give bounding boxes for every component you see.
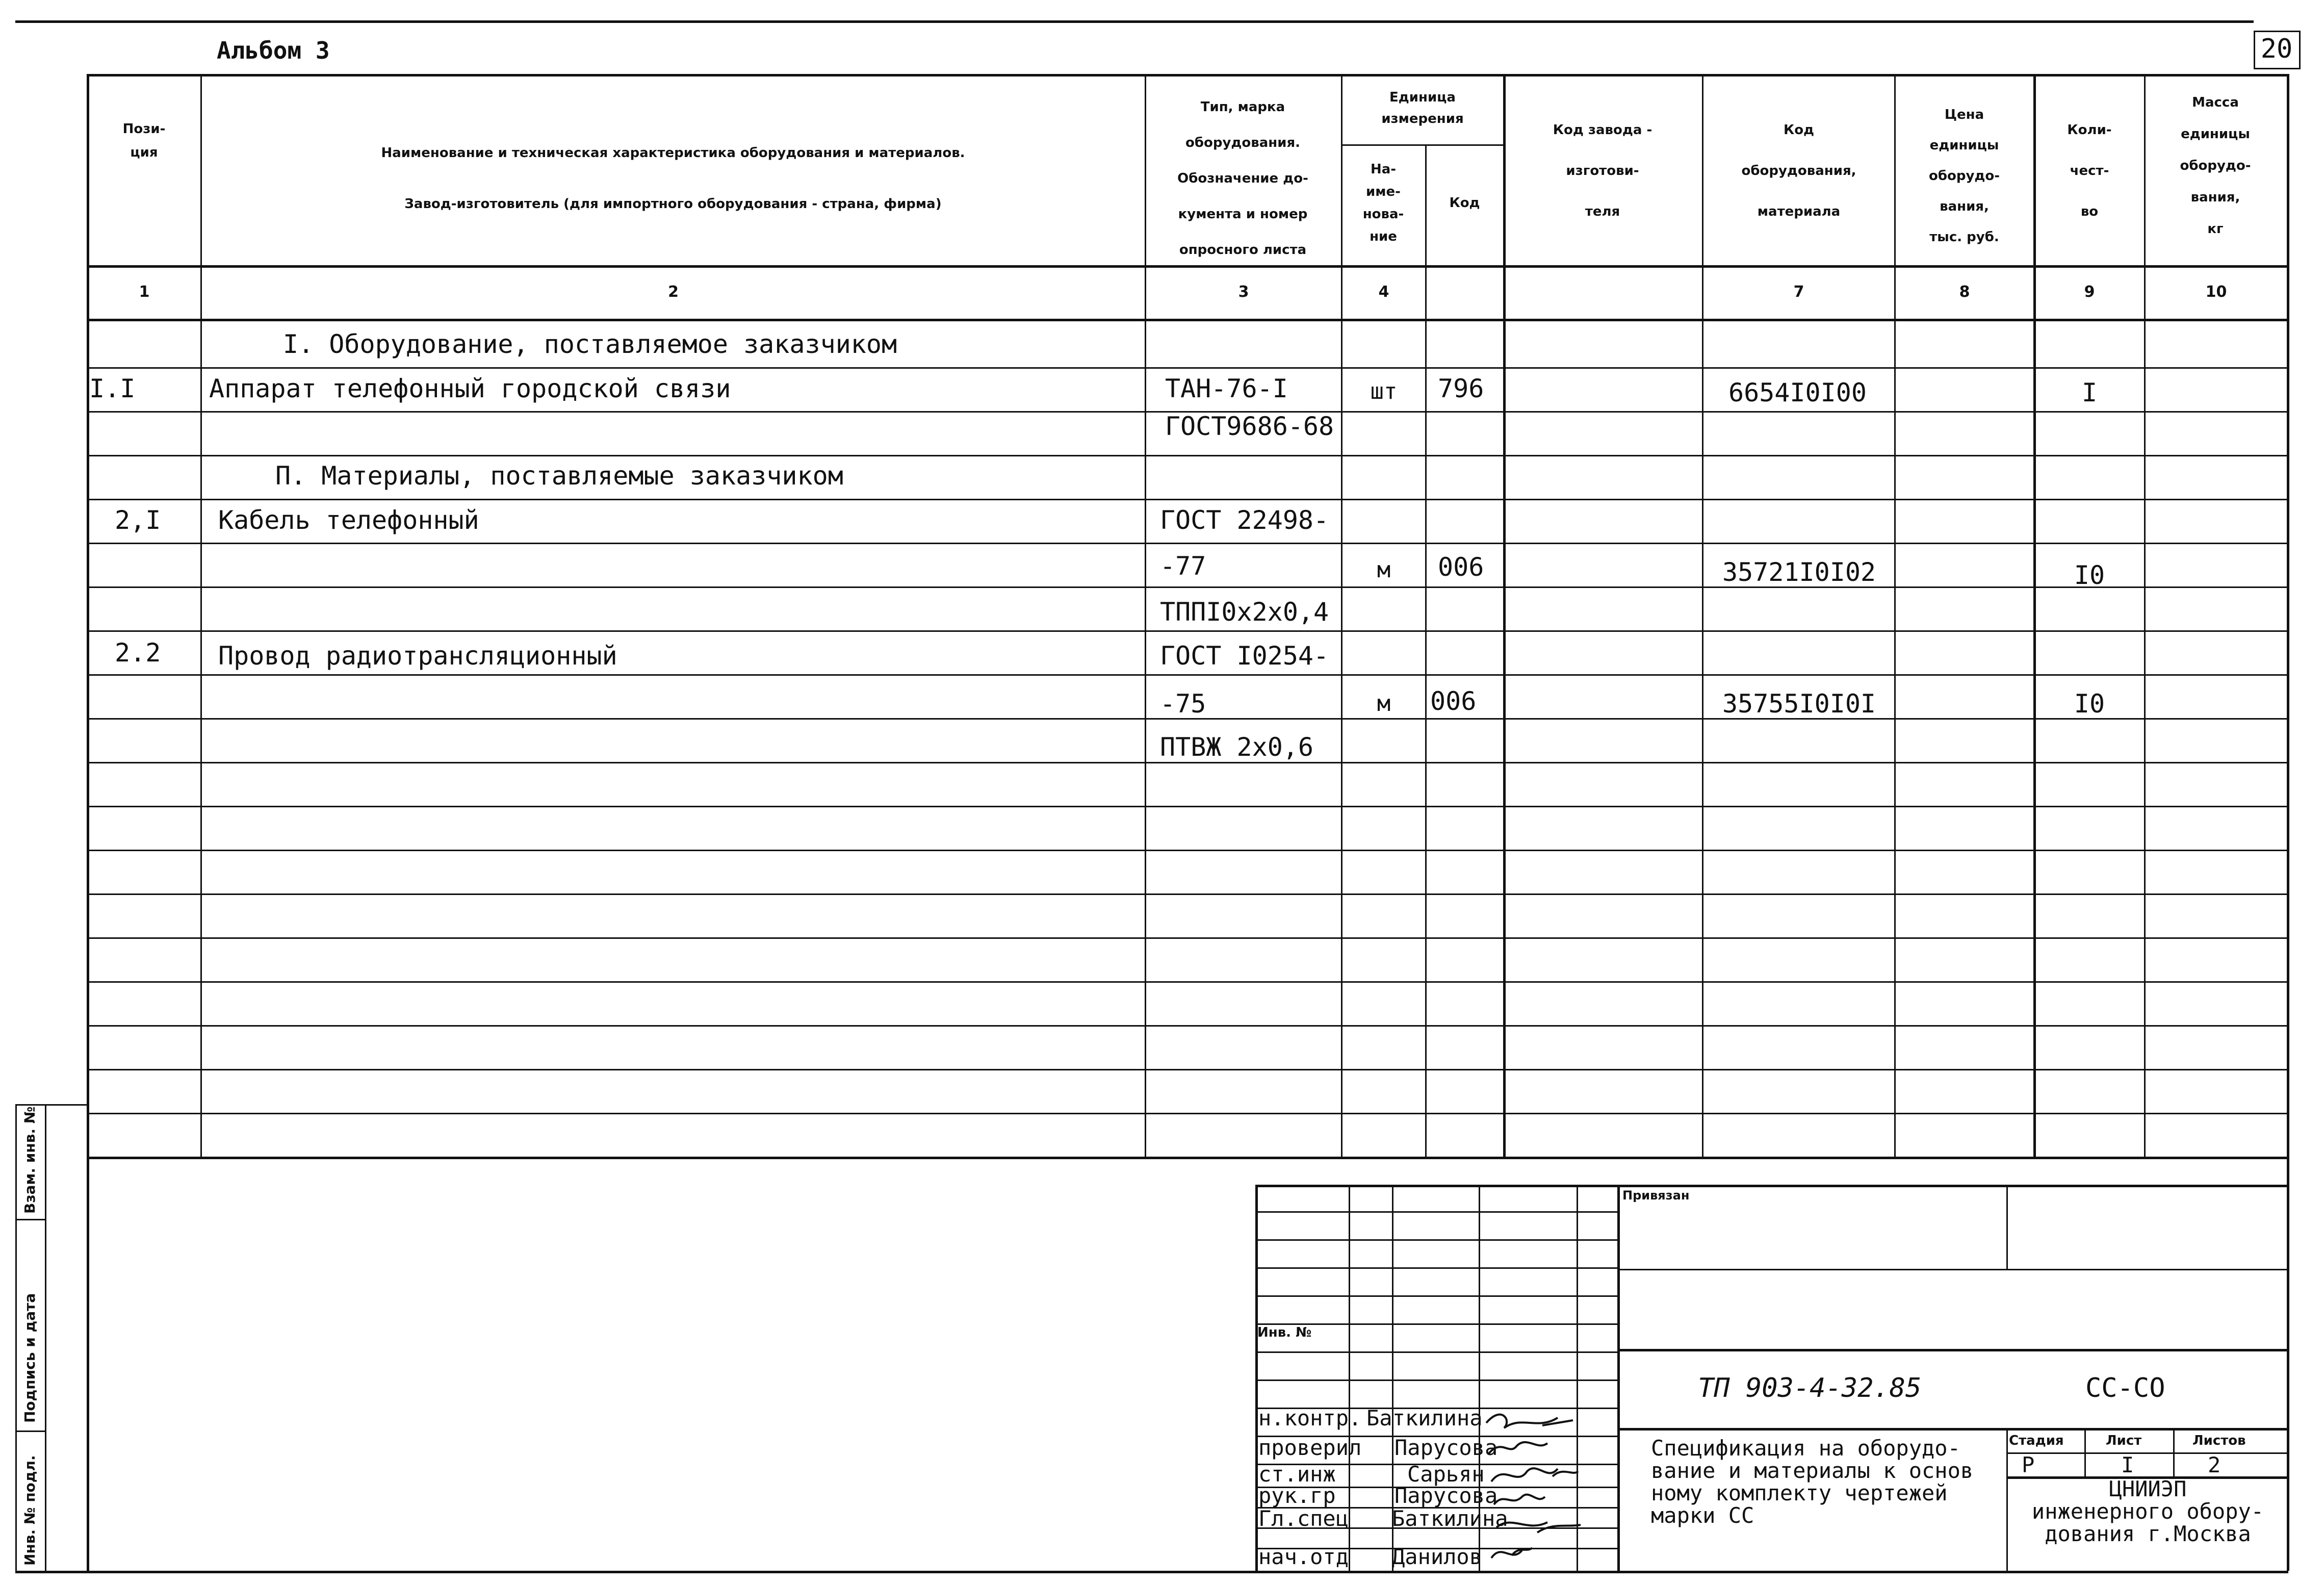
row-unit: м	[1377, 691, 1391, 717]
row-type: -75	[1160, 689, 1206, 719]
side-label-signature-date: Подпись и дата	[21, 1293, 38, 1423]
row-type: ГОСТ I0254-	[1160, 641, 1329, 671]
top-border	[15, 20, 2254, 23]
row-quantity: I	[2081, 378, 2098, 407]
header-factory-code: Код завода - изготови- теля	[1553, 122, 1652, 219]
numbers-bottom-line	[87, 319, 2287, 321]
header-equipment-code: Код оборудования, материала	[1741, 122, 1856, 219]
signature-name: Данилов	[1392, 1544, 1483, 1569]
side-label-inv-podl: Инв. № подл.	[21, 1455, 38, 1566]
col-line	[1503, 74, 1506, 1157]
row-type: ТАН-76-I	[1165, 374, 1288, 403]
row-equipment-code: 6654I0I00	[1728, 378, 1867, 407]
sheet-label: Лист	[2106, 1433, 2142, 1448]
row-unit-code: 006	[1438, 552, 1484, 582]
row-line	[87, 499, 2287, 500]
col-line	[1145, 74, 1146, 1157]
privyazan-label: Привязан	[1622, 1188, 1690, 1203]
tb-row-line	[1255, 1211, 1617, 1213]
col-line	[200, 74, 202, 1157]
row-name: Провод радиотрансляционный	[218, 641, 617, 671]
col-line	[1702, 74, 1703, 1157]
section-heading: П. Материалы, поставляемые заказчиком	[275, 461, 843, 491]
title-block-left	[1255, 1185, 1258, 1571]
signature-role: н.контр.	[1258, 1406, 1362, 1430]
side-strip-line	[15, 1430, 45, 1432]
signature-role: проверил	[1258, 1435, 1362, 1460]
table-top-line	[87, 74, 2287, 76]
frame-bottom-line	[15, 1571, 2288, 1573]
signature-role: рук.гр	[1258, 1483, 1336, 1508]
row-name: Аппарат телефонный городской связи	[209, 374, 731, 403]
col-line	[2144, 74, 2146, 1157]
row-line	[87, 586, 2287, 588]
stage-value: Р	[2022, 1452, 2035, 1477]
row-type: ПТВЖ 2x0,6	[1160, 732, 1314, 762]
row-type: ТППI0x2x0,4	[1160, 597, 1329, 627]
row-line	[87, 455, 2287, 456]
handwritten-signature	[1481, 1400, 1583, 1568]
frame-right-line	[2287, 74, 2289, 1571]
row-type: -77	[1160, 551, 1206, 581]
tb-main-divider	[1617, 1185, 1620, 1571]
column-number: 9	[2084, 283, 2095, 301]
header-unit-name: На- име- нова- ние	[1362, 162, 1404, 244]
sheet-value: I	[2121, 1452, 2134, 1477]
unit-subheader-line	[1341, 144, 1503, 146]
row-line	[87, 981, 2287, 983]
sheets-label: Листов	[2192, 1433, 2246, 1448]
header-name: Наименование и техническая характеристика оборудования и материалов. Завод-изготовитель (для импортного оборудования - страна, фирма)	[381, 145, 965, 212]
tb-right-line	[1617, 1349, 2287, 1351]
side-strip-left	[15, 1104, 17, 1571]
column-number: 4	[1378, 283, 1389, 301]
album-label: Альбом 3	[217, 37, 330, 64]
column-number: 1	[139, 283, 150, 301]
row-equipment-code: 35721I0I02	[1722, 557, 1876, 587]
row-quantity: I0	[2074, 560, 2105, 590]
column-number: 2	[668, 283, 679, 301]
column-number: 7	[1793, 283, 1804, 301]
tb-row-line	[1255, 1239, 1617, 1241]
row-type: ГОСТ 22498-	[1160, 505, 1329, 535]
row-unit: шт	[1370, 378, 1398, 404]
row-line	[87, 850, 2287, 851]
row-line	[87, 893, 2287, 895]
row-line	[87, 1069, 2287, 1070]
col-line	[1894, 74, 1896, 1157]
row-line	[87, 367, 2287, 369]
header-price: Цена единицы оборудо- вания, тыс. руб.	[1928, 107, 2000, 245]
title-block-top	[1255, 1185, 2287, 1187]
row-unit-code: 006	[1430, 686, 1477, 716]
header-mass: Масса единицы оборудо- вания, кг	[2180, 95, 2251, 237]
row-name: Кабель телефонный	[218, 505, 479, 535]
inv-no-label: Инв. №	[1257, 1325, 1312, 1340]
signature-name: Баткилина	[1392, 1506, 1508, 1531]
side-label-vzam-inv: Взам. инв. №	[21, 1106, 38, 1214]
signature-role: Гл.спец	[1258, 1506, 1349, 1531]
row-line	[87, 1025, 2287, 1027]
header-unit: Единица измерения	[1381, 90, 1464, 126]
tb-row-line	[1255, 1295, 1617, 1297]
column-number: 10	[2205, 283, 2227, 301]
row-unit-code: 796	[1438, 374, 1484, 403]
row-line	[87, 543, 2287, 544]
row-equipment-code: 35755I0I0I	[1722, 689, 1876, 719]
side-strip-divider	[45, 1104, 46, 1571]
column-number: 8	[1959, 283, 1970, 301]
tb-row-line	[1255, 1267, 1617, 1269]
signature-name: Сарьян	[1407, 1462, 1485, 1487]
section-heading: I. Оборудование, поставляемое заказчиком	[283, 329, 897, 359]
row-line	[87, 806, 2287, 807]
tb-right-line	[1617, 1428, 2287, 1430]
row-type: ГОСТ9686-68	[1165, 412, 1334, 441]
document-title: Спецификация на оборудо- вание и материалы к основ ному комплекту чертежей марки СС	[1651, 1436, 1974, 1528]
side-strip-top	[15, 1104, 87, 1106]
row-line	[87, 1113, 2287, 1114]
signature-name: Парусова	[1395, 1435, 1498, 1460]
side-strip-line	[15, 1219, 45, 1220]
header-position: Пози- ция	[122, 121, 166, 160]
row-line	[87, 674, 2287, 676]
column-number: 3	[1238, 283, 1249, 301]
tb-privyazan-divider	[2006, 1185, 2008, 1269]
tb-row-line	[1255, 1379, 1617, 1381]
row-quantity: I0	[2074, 689, 2105, 719]
tb-stage-line	[2006, 1452, 2287, 1454]
signature-name: Парусова	[1395, 1483, 1498, 1508]
header-type: Тип, марка оборудования. Обозначение до- кумента и номер опросного листа	[1177, 99, 1308, 258]
document-code: ТП 903-4-32.85	[1698, 1373, 1922, 1403]
sheets-value: 2	[2208, 1452, 2221, 1477]
row-line	[87, 630, 2287, 632]
row-position: I.I	[89, 374, 136, 403]
header-unit-code: Код	[1449, 195, 1480, 211]
sheet-mark: СС-СО	[2085, 1373, 2165, 1403]
col-line	[1425, 144, 1427, 1157]
header-quantity: Коли- чест- во	[2067, 122, 2112, 219]
signature-role: нач.отд	[1258, 1544, 1349, 1569]
signature-role: ст.инж	[1258, 1462, 1336, 1487]
tb-row-line	[1255, 1351, 1617, 1353]
row-position: 2.2	[115, 638, 161, 668]
signature-name: Баткилина	[1366, 1406, 1483, 1430]
organization: ЦНИИЭП инженерного обору- дования г.Москва	[2031, 1476, 2264, 1546]
table-bottom-line	[87, 1157, 2287, 1159]
stage-label: Стадия	[2009, 1433, 2064, 1448]
row-position: 2,I	[115, 505, 161, 535]
tb-col-line	[1349, 1185, 1350, 1571]
page-number: 20	[2260, 34, 2293, 64]
row-line	[87, 937, 2287, 939]
tb-stage-divider	[2006, 1428, 2008, 1571]
col-line	[2033, 74, 2036, 1157]
row-unit: м	[1377, 557, 1391, 583]
tb-right-line	[1617, 1269, 2287, 1270]
